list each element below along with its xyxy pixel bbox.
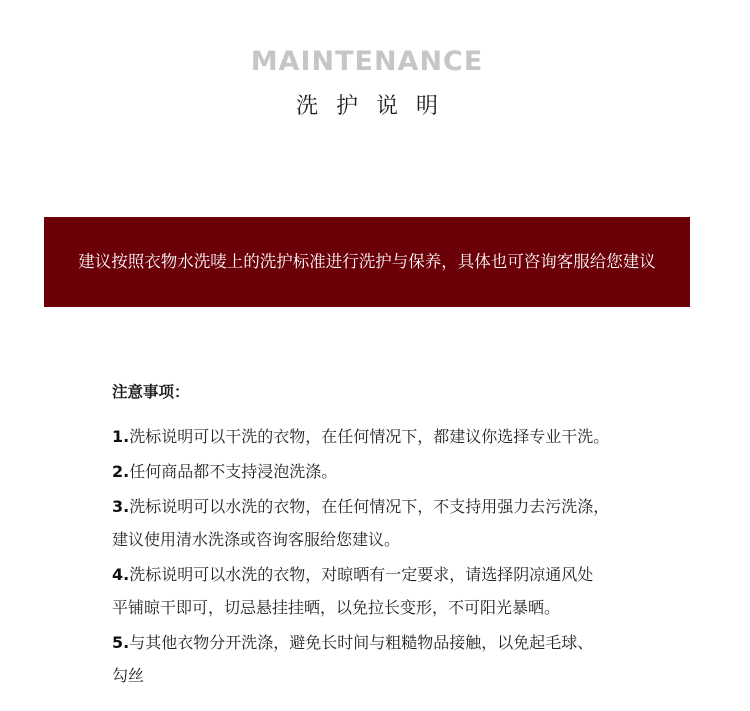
heading-chinese: 洗护说明	[295, 94, 456, 119]
note-text: 洗标说明可以水洗的衣物，在任何情况下，不支持用强力去污洗涤，	[129, 497, 610, 516]
note-item-4	[112, 558, 672, 624]
note-line	[112, 490, 672, 523]
note-line	[112, 626, 672, 659]
note-number: 4.	[112, 565, 130, 584]
note-item-3	[112, 490, 672, 556]
note-item-5	[112, 626, 672, 692]
note-text: 与其他衣物分开洗涤，避免长时间与粗糙物品接触，以免起毛球、	[129, 633, 594, 652]
heading-english: MAINTENANCE	[250, 46, 484, 77]
note-text: 洗标说明可以水洗的衣物，对晾晒有一定要求，请选择阴凉通风处	[129, 565, 594, 584]
note-line-continued: 建议使用清水洗涤或咨询客服给您建议。	[112, 530, 401, 549]
note-number: 1.	[112, 427, 130, 446]
note-line-continued: 勾丝	[112, 666, 145, 685]
note-number: 3.	[112, 497, 130, 516]
advice-banner-text: 建议按照衣物水洗唛上的洗护标准进行洗护与保养，具体也可咨询客服给您建议	[78, 252, 656, 271]
note-text: 洗标说明可以干洗的衣物，在任何情况下，都建议你选择专业干洗。	[129, 427, 610, 446]
note-number: 5.	[112, 633, 130, 652]
note-line	[112, 455, 672, 488]
note-item-1	[112, 420, 672, 453]
note-line	[112, 558, 672, 591]
note-text: 任何商品都不支持浸泡洗涤。	[129, 462, 338, 481]
advice-banner	[44, 217, 690, 307]
note-line-continued: 平铺晾干即可，切忌悬挂挂晒，以免拉长变形，不可阳光暴晒。	[112, 598, 561, 617]
notes-section	[112, 380, 672, 692]
note-item-2	[112, 455, 672, 488]
note-line	[112, 420, 672, 453]
notes-title: 注意事项：	[112, 383, 190, 401]
note-number: 2.	[112, 462, 130, 481]
